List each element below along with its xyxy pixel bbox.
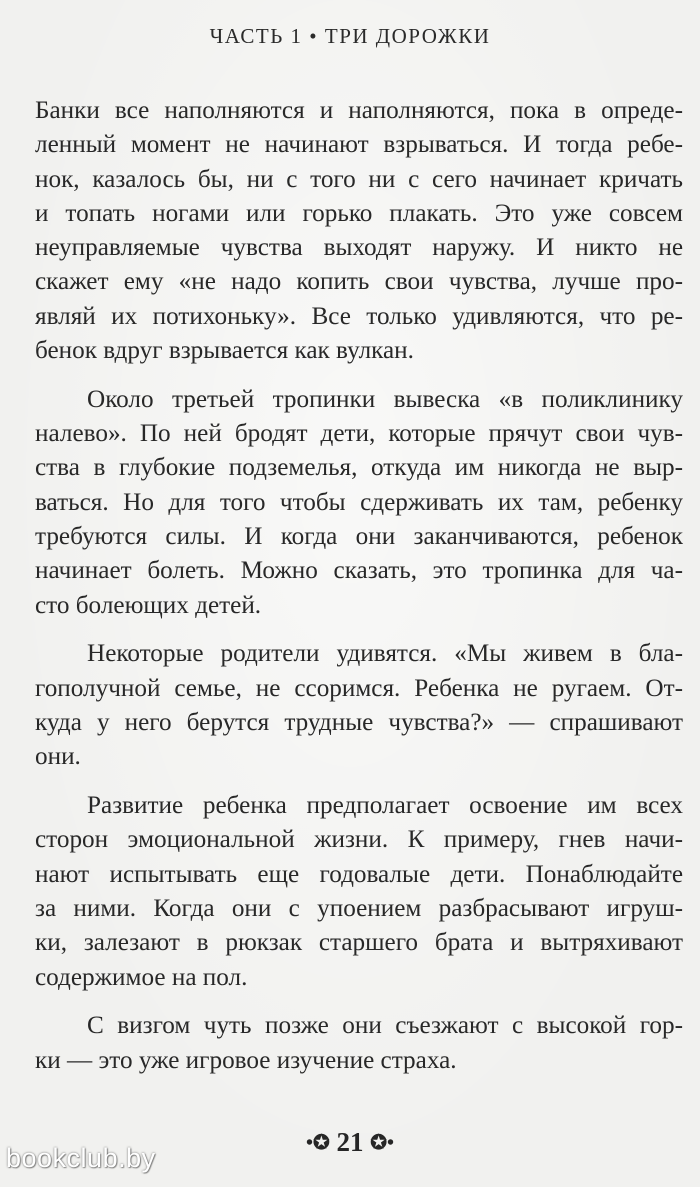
text-line: налево». По ней бродят дети, которые прячут свои чув- bbox=[35, 420, 683, 448]
text-line: за ними. Когда они с упоением разбрасывают игруш- bbox=[35, 895, 683, 923]
text-line: С визгом чуть позже они съезжают с высокой гор- bbox=[87, 1012, 683, 1040]
text-line: Некоторые родители удивятся. «Мы живем в бла- bbox=[87, 640, 683, 668]
text-line: сторон эмоциональной жизни. К примеру, гнев начи- bbox=[35, 826, 683, 854]
text-line: неуправляемые чувства выходят наружу. И никто не bbox=[35, 234, 683, 262]
page-number: 21 bbox=[336, 1127, 364, 1157]
text-line: они. bbox=[35, 743, 81, 771]
paragraph-4 bbox=[35, 789, 683, 995]
paragraph-1 bbox=[35, 94, 683, 368]
text-line: содержимое на пол. bbox=[35, 963, 248, 991]
star-ornament-left-icon: •✪ bbox=[305, 1132, 330, 1154]
text-line: ки, залезают в рюкзак старшего брата и вытряхивают bbox=[35, 929, 683, 957]
text-line: являй их потихоньку». Все только удивляются, что ре- bbox=[35, 302, 683, 330]
text-line: нают испытывать еще годовалые дети. Понаблюдайте bbox=[35, 860, 683, 888]
text-line: ваться. Но для того чтобы сдерживать их там, ребенку bbox=[35, 488, 683, 516]
text-line: и топать ногами или горько плакать. Это уже совсем bbox=[35, 199, 683, 227]
paragraph-2 bbox=[35, 383, 683, 623]
text-line: гополучной семье, не ссоримся. Ребенка не ругаем. От- bbox=[35, 674, 683, 702]
text-line: скажет ему «не надо копить свои чувства, лучше про- bbox=[35, 268, 683, 296]
text-line: Около третьей тропинки вывеска «в поликлинику bbox=[87, 385, 683, 413]
text-line: нок, казалось бы, ни с того ни с сего начинает кричать bbox=[35, 165, 683, 193]
paragraph-5 bbox=[35, 1009, 683, 1078]
text-line: ленный момент не начинают взрываться. И тогда ребе- bbox=[35, 131, 683, 159]
text-line: сто болеющих детей. bbox=[35, 591, 262, 619]
star-ornament-right-icon: ✪• bbox=[370, 1132, 395, 1154]
body-text bbox=[35, 94, 683, 1093]
paragraph-3 bbox=[35, 637, 683, 774]
text-line: ки — это уже игровое изучение страха. bbox=[35, 1046, 457, 1074]
text-line: куда у него берутся трудные чувства?» — спрашивают bbox=[35, 709, 683, 737]
text-line: Развитие ребенка предполагает освоение им всех bbox=[87, 792, 683, 820]
text-line: Банки все наполняются и наполняются, пока в опреде- bbox=[35, 97, 683, 124]
text-line: ства в глубокие подземелья, откуда им никогда не выр- bbox=[35, 454, 683, 482]
site-watermark: bookclub.by bbox=[6, 1143, 156, 1173]
text-line: бенок вдруг взрывается как вулкан. bbox=[35, 337, 414, 365]
text-line: требуются силы. И когда они заканчиваются, ребенок bbox=[35, 523, 683, 551]
text-line: начинает болеть. Можно сказать, это тропинка для ча- bbox=[35, 557, 683, 585]
running-header: ЧАСТЬ 1 • ТРИ ДОРОЖКИ bbox=[209, 24, 491, 48]
